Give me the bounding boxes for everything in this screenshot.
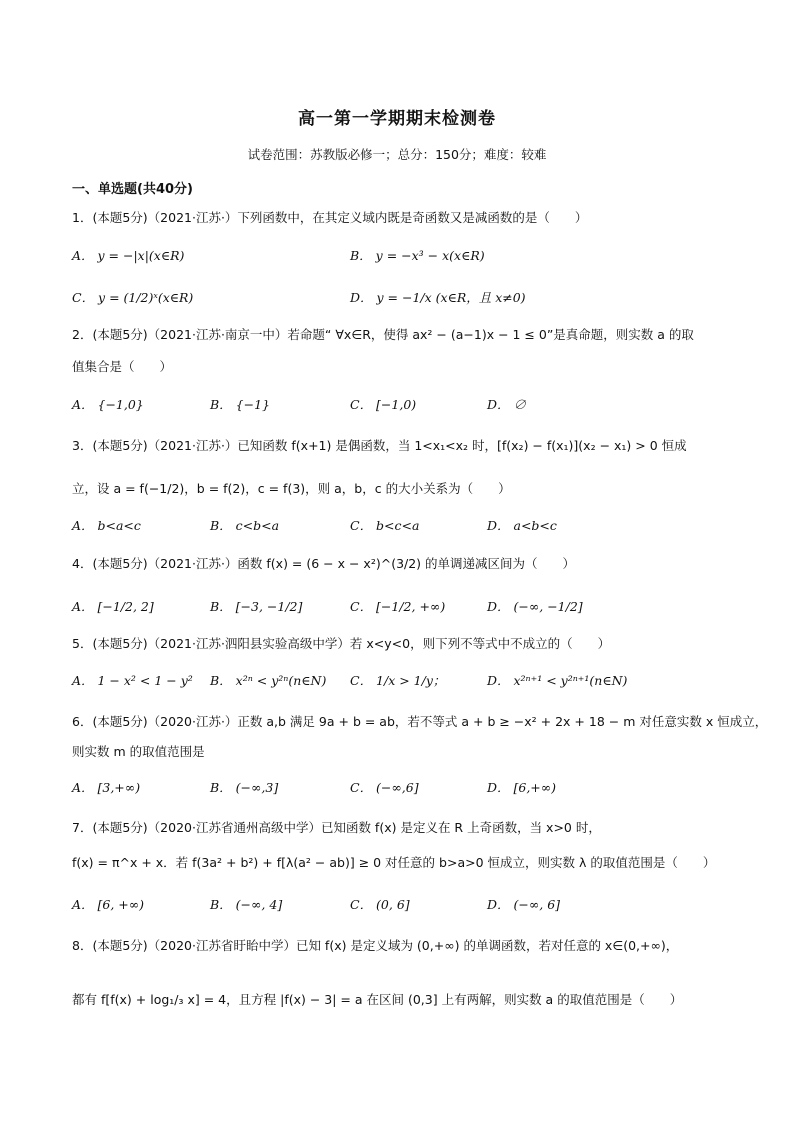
q6-stem-line2: 则实数 m 的取值范围是 — [72, 744, 205, 759]
q4-option-b: B． [−3, −1/2] — [210, 599, 303, 614]
q7-option-b: B． (−∞, 4] — [210, 897, 283, 912]
q6-stem-line1: 6．(本题5分)（2020·江苏·）正数 a,b 满足 9a + b = ab，若不等式 a + b ≥ −x² + 2x + 18 − m 对任意实数 x 恒成立， — [72, 714, 768, 729]
q4-option-a: A． [−1/2, 2] — [72, 599, 154, 614]
q5-stem: 5．(本题5分)（2021·江苏·泗阳县实验高级中学）若 x<y<0，则下列不等式中不成立的（ ） — [72, 636, 611, 651]
q6-option-d: D． [6,+∞) — [487, 780, 557, 795]
q2-stem-line2: 值集合是（ ） — [72, 359, 173, 374]
q6-option-c: C． (−∞,6] — [350, 780, 419, 795]
q2-option-b: B． {−1} — [210, 397, 270, 412]
page-title: 高一第一学期期末检测卷 — [298, 109, 496, 129]
q8-stem-line1: 8．(本题5分)（2020·江苏省盱眙中学）已知 f(x) 是定义域为 (0,+∞) 的单调函数，若对任意的 x∈(0,+∞)， — [72, 938, 679, 953]
q1-stem: 1．(本题5分)（2021·江苏·）下列函数中，在其定义域内既是奇函数又是减函数的是（ ） — [72, 210, 588, 225]
q3-option-a: A． b<a<c — [72, 518, 141, 533]
q5-option-d: D． x²ⁿ⁺¹ < y²ⁿ⁺¹(n∈N) — [487, 673, 628, 688]
q7-stem-line1: 7．(本题5分)（2020·江苏省通州高级中学）已知函数 f(x) 是定义在 R 上奇函数，当 x>0 时， — [72, 820, 601, 835]
q1-option-a: A． y = −|x|(x∈R) — [72, 248, 185, 263]
q6-option-b: B． (−∞,3] — [210, 780, 279, 795]
q1-option-d: D． y = −1/x (x∈R，且 x≠0) — [350, 290, 526, 305]
q3-option-c: C． b<c<a — [350, 518, 420, 533]
q3-stem-line1: 3．(本题5分)（2021·江苏·）已知函数 f(x+1) 是偶函数，当 1<x₁<x₂ 时，[f(x₂) − f(x₁)](x₂ − x₁) > 0 恒成 — [72, 438, 687, 453]
q2-option-a: A． {−1,0} — [72, 397, 144, 412]
q7-option-a: A． [6, +∞) — [72, 897, 145, 912]
q5-option-a: A． 1 − x² < 1 − y² — [72, 673, 193, 688]
q2-option-c: C． [−1,0) — [350, 397, 417, 412]
q1-option-c: C． y = (1/2)ˣ(x∈R) — [72, 290, 194, 305]
q8-stem-line2: 都有 f[f(x) + log₁/₃ x] = 4，且方程 |f(x) − 3| = a 在区间 (0,3] 上有两解，则实数 a 的取值范围是（ ） — [72, 992, 683, 1007]
q4-option-d: D． (−∞, −1/2] — [487, 599, 583, 614]
q6-option-a: A． [3,+∞) — [72, 780, 141, 795]
q5-option-b: B． x²ⁿ < y²ⁿ(n∈N) — [210, 673, 327, 688]
q4-option-c: C． [−1/2, +∞) — [350, 599, 446, 614]
q7-option-c: C． (0, 6] — [350, 897, 410, 912]
q2-option-d: D． ∅ — [487, 397, 526, 412]
q2-stem-line1: 2．(本题5分)（2021·江苏·南京一中）若命题“ ∀x∈R，使得 ax² − (a−1)x − 1 ≤ 0”是真命题，则实数 a 的取 — [72, 327, 694, 342]
section-heading: 一、单选题(共40分) — [72, 182, 193, 197]
q1-option-b: B． y = −x³ − x(x∈R) — [350, 248, 485, 263]
q7-option-d: D． (−∞, 6] — [487, 897, 561, 912]
q7-stem-line2: f(x) = π^x + x．若 f(3a² + b²) + f[λ(a² − ab)] ≥ 0 对任意的 b>a>0 恒成立，则实数 λ 的取值范围是（ ） — [72, 855, 716, 870]
page-subtitle: 试卷范围：苏教版必修一；总分：150分；难度：较难 — [247, 147, 547, 162]
q3-option-b: B． c<b<a — [210, 518, 280, 533]
q5-option-c: C． 1/x > 1/y； — [350, 673, 446, 688]
q4-stem: 4．(本题5分)（2021·江苏·）函数 f(x) = (6 − x − x²)^(3/2) 的单调递减区间为（ ） — [72, 556, 576, 571]
q3-stem-line2: 立，设 a = f(−1/2)，b = f(2)，c = f(3)，则 a，b，c 的大小关系为（ ） — [72, 481, 511, 496]
q3-option-d: D． a<b<c — [487, 518, 557, 533]
